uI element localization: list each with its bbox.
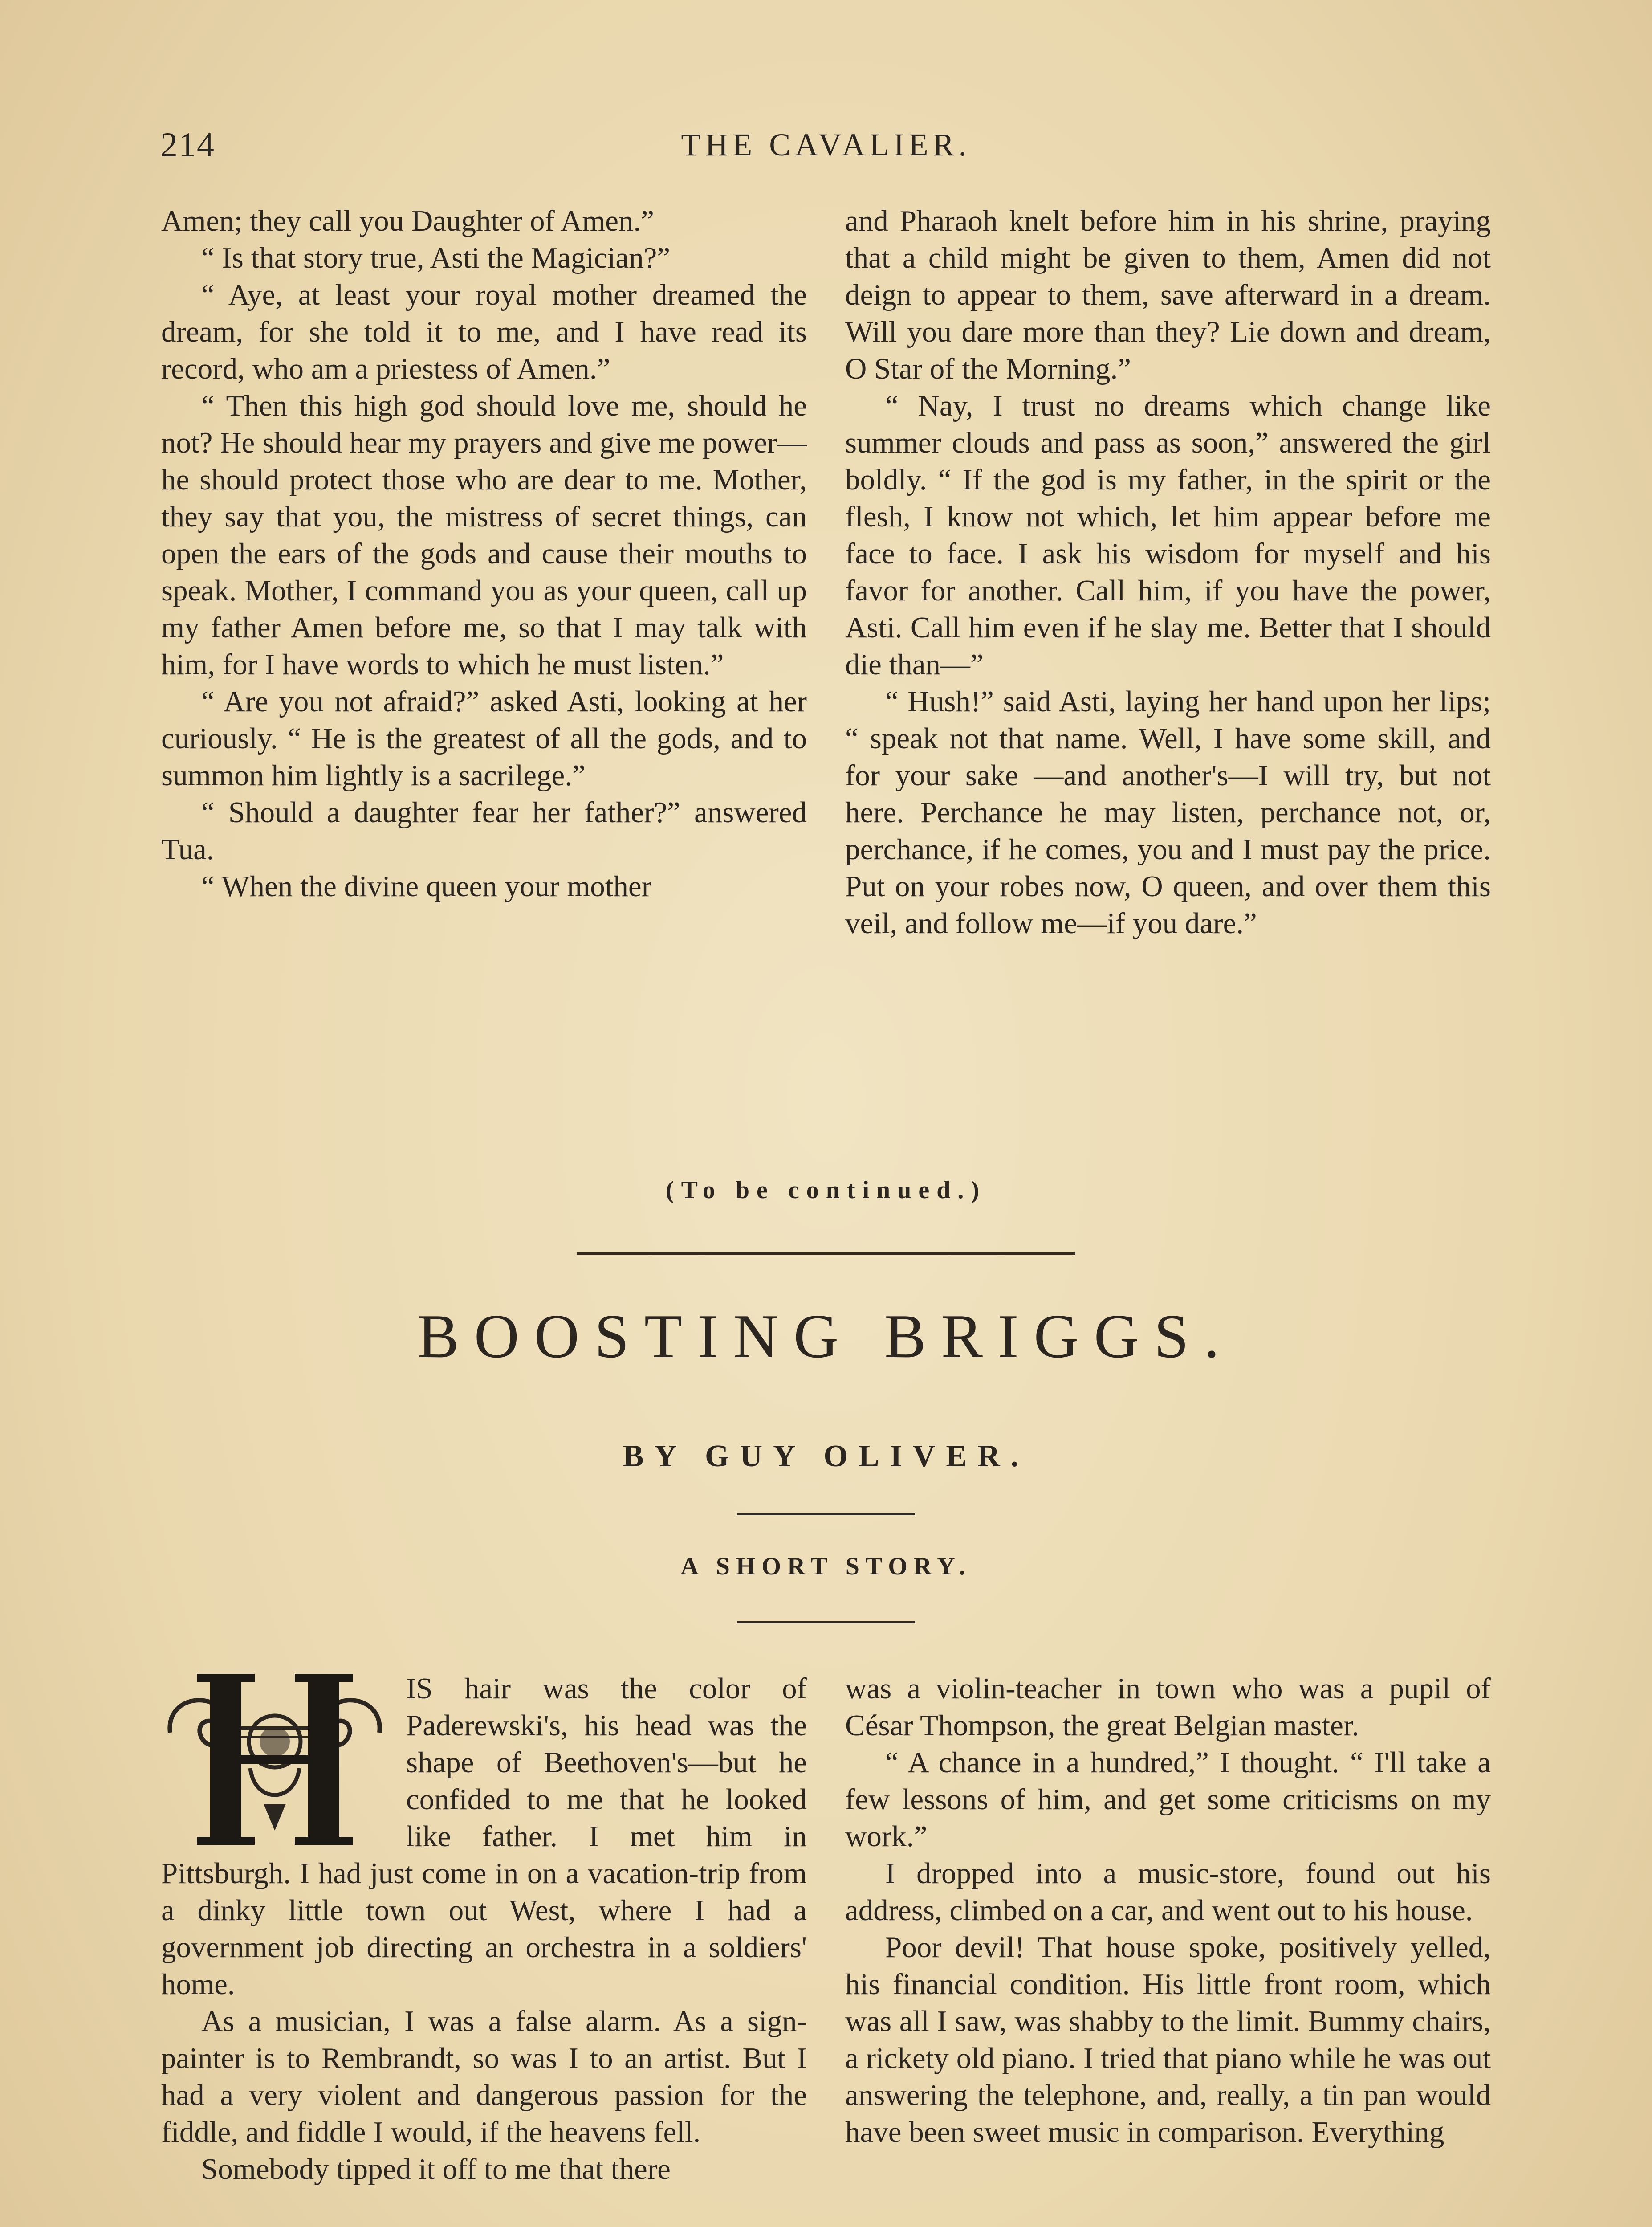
paragraph: Amen; they call you Daughter of Amen.” — [161, 204, 655, 237]
paragraph: IS hair was the color of Paderewski's, his head was the shape of Beethoven's—but he confided to me that he looked like father. I met him in Pittsburgh. I had just come in on a vacation-trip from a dinky little town out West, where I had a government job directing an orchestra in a soldiers' home. — [161, 1672, 807, 2001]
story-right-column — [845, 1670, 1491, 2151]
to-be-continued-note: (To be continued.) — [665, 1176, 986, 1204]
paragraph: Poor devil! That house spoke, positively yelled, his financial condition. His little front room, which was all I saw, was shabby to the limit. Bummy chairs, a rickety old piano. I tried that piano while he was out answering the telephone, and, really, a tin pan would have been sweet music in comparison. Everything — [845, 1931, 1491, 2149]
paragraph: “ Then this high god should love me, should he not? He should hear my prayers and give me power—he should protect those who are dear to me. Mother, they say that you, the mistress of secret things, can open the ears of the gods and cause their mouths to speak. Mother, I command you as your queen, call up my father Amen before me, so that I may talk with him, for I have words to which he must listen.” — [161, 389, 807, 681]
story-subtitle: A SHORT STORY. — [680, 1553, 972, 1580]
paragraph: As a musician, I was a false alarm. As a sign-painter is to Rembrandt, so was I to an artist. But I had a very violent and dangerous passion for the fiddle, and fiddle I would, if the heavens fell. — [161, 2005, 807, 2149]
subtitle-divider — [737, 1621, 915, 1623]
paragraph: “ Should a daughter fear her father?” answered Tua. — [161, 796, 807, 866]
serial-right-column — [845, 203, 1491, 942]
paragraph: “ Nay, I trust no dreams which change like summer clouds and pass as soon,” answered the girl boldly. “ If the god is my father, in the spirit or the flesh, I know not which, let him appear before me face to face. I ask his wisdom for myself and his favor for another. Call him, if you have the power, Asti. Call him even if he slay me. Better that I should die than—” — [845, 389, 1491, 681]
paragraph: “ Is that story true, Asti the Magician?” — [201, 241, 671, 274]
paragraph: “ Hush!” said Asti, laying her hand upon her lips; “ speak not that name. Well, I have some skill, and for your sake —and another's—I will try, but not here. Perchance he may listen, perchance not, or, perchance, if he comes, you and I must pay the price. Put on your robes now, O queen, and over them this veil, and follow me—if you dare.” — [845, 685, 1491, 940]
paragraph: “ When the divine queen your mother — [201, 870, 651, 903]
byline: BY GUY OLIVER. — [623, 1439, 1029, 1473]
paragraph: “ A chance in a hundred,” I thought. “ I'll take a few lessons of him, and get some criticisms on my work.” — [845, 1746, 1491, 1853]
paragraph: “ Aye, at least your royal mother dreamed the dream, for she told it to me, and I have read its record, who am a priestess of Amen.” — [161, 278, 807, 385]
paragraph: “ Are you not afraid?” asked Asti, looking at her curiously. “ He is the greatest of all the gods, and to summon him lightly is a sacrilege.” — [161, 685, 807, 792]
paragraph: Somebody tipped it off to me that there — [201, 2153, 671, 2186]
story-title: BOOSTING BRIGGS. — [417, 1302, 1235, 1371]
section-divider — [577, 1252, 1075, 1255]
ornamental-dropcap-icon — [161, 1670, 388, 1848]
paragraph: I dropped into a music-store, found out his address, climbed on a car, and went out to his house. — [845, 1857, 1491, 1927]
running-head — [160, 125, 1492, 178]
page-number: 214 — [160, 125, 215, 164]
byline-divider — [737, 1513, 915, 1515]
story-left-column — [161, 1670, 807, 2188]
journal-title: THE CAVALIER. — [681, 127, 971, 163]
paragraph: was a violin-teacher in town who was a pupil of César Thompson, the great Belgian master. — [845, 1672, 1491, 1742]
serial-left-column — [161, 203, 807, 905]
paragraph: and Pharaoh knelt before him in his shrine, praying that a child might be given to them, Amen did not deign to appear to them, save afterward in a dream. Will you dare more than they? Lie down and dream, O Star of the Morning.” — [845, 204, 1491, 385]
